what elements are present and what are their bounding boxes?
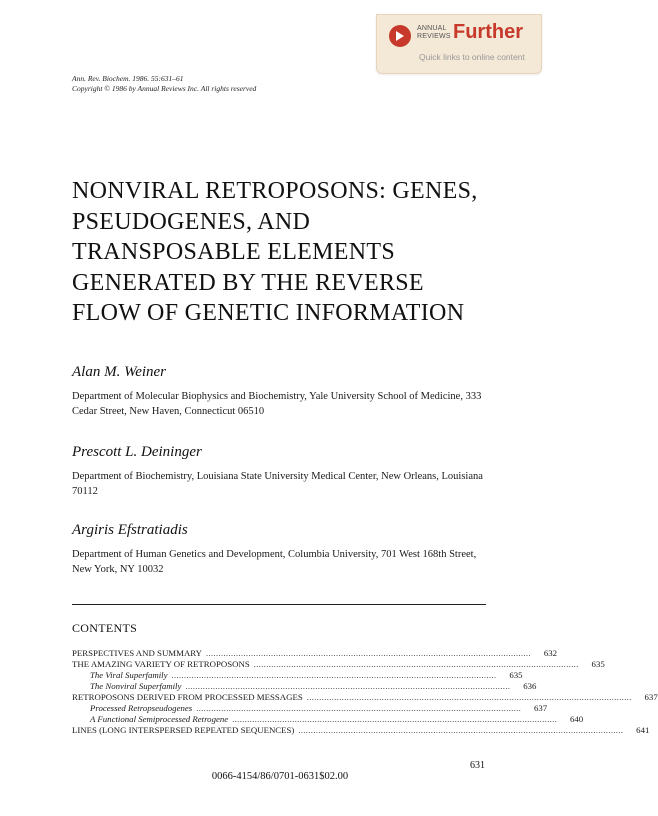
toc-leader: .................................................................................................................................. [171, 671, 497, 680]
annual-reviews-logo-icon [389, 25, 411, 47]
toc-entry[interactable] [72, 692, 658, 703]
divider [72, 604, 486, 605]
toc-entry[interactable] [72, 659, 605, 670]
toc-entry[interactable] [72, 714, 584, 725]
citation-line-2: Copyright © 1986 by Annual Reviews Inc. All rights reserved [72, 84, 257, 93]
toc-entry[interactable] [72, 725, 650, 736]
title-line: NONVIRAL RETROPOSONS: GENES, [72, 178, 478, 204]
toc-entry[interactable] [72, 703, 548, 714]
citation-line-1: Ann. Rev. Biochem. 1986. 55:631–61 [72, 74, 184, 83]
page-number: 631 [470, 760, 485, 771]
toc-entry[interactable] [72, 670, 523, 681]
toc-leader: .................................................................................................................................. [298, 726, 624, 735]
toc-label: PERSPECTIVES AND SUMMARY [72, 648, 203, 658]
toc-leader: .................................................................................................................................. [253, 660, 579, 669]
title-line: PSEUDOGENES, AND [72, 208, 311, 235]
author-affiliation: Department of Biochemistry, Louisiana State University Medical Center, New Orleans, Louisiana 70112 [72, 471, 483, 497]
toc-page: 637 [534, 703, 548, 713]
toc-leader: .................................................................................................................................. [206, 649, 532, 658]
author-name: Prescott L. Deininger [72, 444, 202, 460]
toc-label: The Viral Superfamily [90, 670, 168, 680]
title-line: FLOW OF GENETIC INFORMATION [72, 300, 465, 326]
toc-leader: .................................................................................................................................. [185, 682, 511, 691]
toc-label: RETROPOSONS DERIVED FROM PROCESSED MESSAGES [72, 692, 303, 702]
author-affiliation: Department of Molecular Biophysics and Biochemistry, Yale University School of Medicine, 333 Cedar Street, New Haven, Connecticut 06510 [72, 391, 482, 417]
toc-entry[interactable] [72, 648, 558, 659]
contents-heading: CONTENTS [72, 621, 138, 635]
toc-leader: .................................................................................................................................. [306, 693, 632, 702]
table-of-contents [72, 648, 658, 736]
further-subtitle[interactable]: Quick links to online content [419, 52, 525, 62]
author-affiliation: Department of Human Genetics and Development, Columbia University, 701 West 168th Street, New York, NY 10032 [72, 549, 477, 575]
toc-page: 636 [523, 681, 537, 691]
toc-page: 632 [543, 648, 558, 658]
author-name: Alan M. Weiner [72, 364, 167, 380]
publisher-name: ANNUAL REVIEWS [417, 25, 451, 40]
toc-page: 635 [591, 659, 605, 669]
further-badge[interactable] [376, 14, 542, 74]
toc-page: 641 [636, 725, 650, 735]
toc-label: LINES (LONG INTERSPERSED REPEATED SEQUENCES) [72, 725, 295, 735]
article-code: 0066-4154/86/0701-0631$02.00 [211, 771, 349, 782]
toc-entry[interactable] [72, 681, 537, 692]
further-word: Further [453, 21, 523, 43]
toc-label: THE AMAZING VARIETY OF RETROPOSONS [72, 659, 250, 669]
toc-leader: .................................................................................................................................. [232, 715, 558, 724]
toc-page: 637 [644, 692, 658, 702]
toc-page: 635 [509, 670, 523, 680]
toc-leader: .................................................................................................................................. [196, 704, 522, 713]
toc-page: 640 [570, 714, 584, 724]
author-name: Argiris Efstratiadis [72, 522, 188, 538]
toc-label: A Functional Semiprocessed Retrogene [90, 714, 229, 724]
toc-label: Processed Retropseudogenes [90, 703, 193, 713]
title-line: TRANSPOSABLE ELEMENTS [72, 239, 395, 265]
title-line: GENERATED BY THE REVERSE [72, 269, 424, 296]
article-title [72, 176, 512, 329]
toc-label: The Nonviral Superfamily [90, 681, 182, 691]
journal-citation [72, 74, 256, 94]
